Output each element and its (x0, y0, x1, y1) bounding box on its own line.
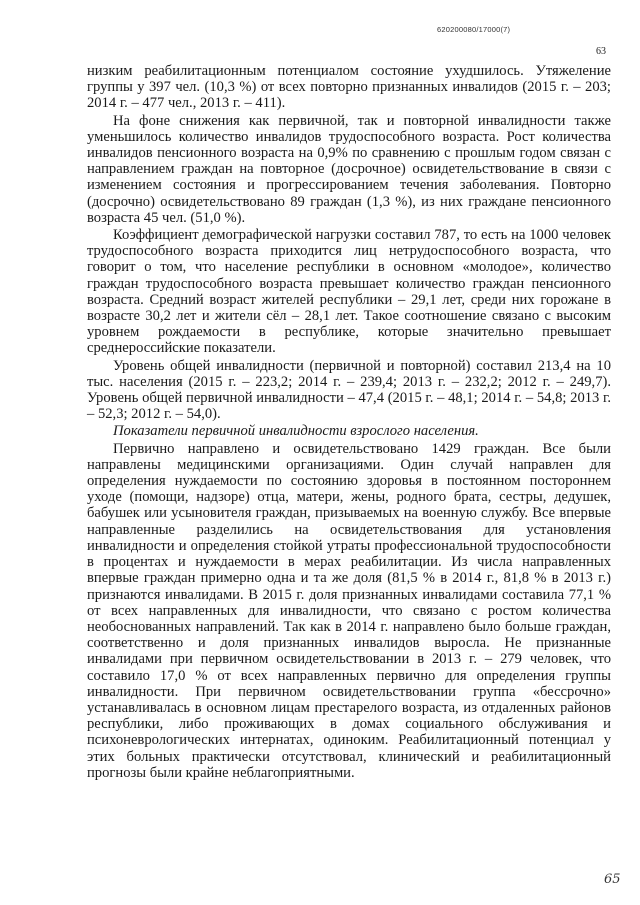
paragraph: Коэффициент демографической нагрузки составил 787, то есть на 1000 человек трудоспособного возраста приходится лиц нетрудоспособного возраста, что говорит о том, что население республики в основном «молодое», количество граждан трудоспособного возраста превышает количество граждан пенсионного возраста. Средний возраст жителей республики – 29,1 лет, среди них горожане в возрасте 30,2 лет и жители сёл – 28,1 лет. Такое соотношение связано с высоким уровнем рождаемости в республике, которые значительно превышает среднероссийские показатели. (87, 227, 611, 357)
paragraph: Первично направлено и освидетельствовано 1429 граждан. Все были направлены медицинскими организациями. Один случай направлен для определения нуждаемости по состоянию здоровья в постоянном постороннем уходе (помощи, надзоре) отца, матери, жены, родного брата, сестры, дедушек, бабушек или усыновителя граждан, призываемых на военную службу. Все впервые направленные разделились на освидетельствования для установления инвалидности и определения стойкой утраты профессиональной трудоспособности в процентах и нуждаемости в мерах реабилитации. Из числа направленных впервые граждан примерно одна и та же доля (81,5 % в 2014 г., 81,8 % в 2013 г.) признаются инвалидами. В 2015 г. доля признанных инвалидами составила 77,1 % от всех направленных для инвалидности, что связано с ростом количества необоснованных направлений. Так как в 2014 г. направлено было больше граждан, соответственно и доля признанных инвалидов выросла. Не признанные инвалидами при первичном освидетельствовании в 2013 г. – 279 человек, что составило 17,0 % от всех направленных первично для определения группы инвалидности. При первичном освидетельствовании группа «бессрочно» устанавливалась в основном лицам престарелого возраста, из отдаленных районов республики, либо проживающих в домах социального обслуживания и психоневрологических интернатах, одиноким. Реабилитационный потенциал у этих больных практически отсутствовал, клинический и реабилитационный прогнозы были крайне неблагоприятными. (87, 440, 611, 781)
page-number: 63 (596, 46, 606, 57)
paragraph: Уровень общей инвалидности (первичной и повторной) составил 213,4 на 10 тыс. населения (2015 г. – 223,2; 2014 г. – 239,4; 2013 г. – 232,2; 2012 г. – 249,7). Уровень общей первичной инвалидности – 47,4 (2015 г. – 48,1; 2014 г. – 54,8; 2013 г. – 52,3; 2012 г. – 54,0). (87, 357, 611, 423)
handwritten-page-mark: 65 (604, 872, 621, 887)
document-body (87, 63, 611, 782)
paragraph: На фоне снижения как первичной, так и повторной инвалидности также уменьшилось количество инвалидов трудоспособного возраста. Рост количества инвалидов пенсионного возраста на 0,9% по сравнению с прошлым годом связан с направлением граждан на повторное (досрочное) освидетельствование в связи с изменением состояния и прогрессированием течения заболевания. Повторно (досрочно) освидетельствовано 89 граждан (1,3 %), из них граждане пенсионного возраста 45 чел. (51,0 %). (87, 112, 611, 226)
paragraph: низким реабилитационным потенциалом состояние ухудшилось. Утяжеление группы у 397 чел. (10,3 %) от всех повторно признанных инвалидов (2015 г. – 203; 2014 г. – 477 чел., 2013 г. – 411). (87, 63, 611, 112)
document-id: 620200080/17000(7) (437, 25, 511, 34)
section-heading: Показатели первичной инвалидности взрослого населения. (113, 423, 479, 440)
